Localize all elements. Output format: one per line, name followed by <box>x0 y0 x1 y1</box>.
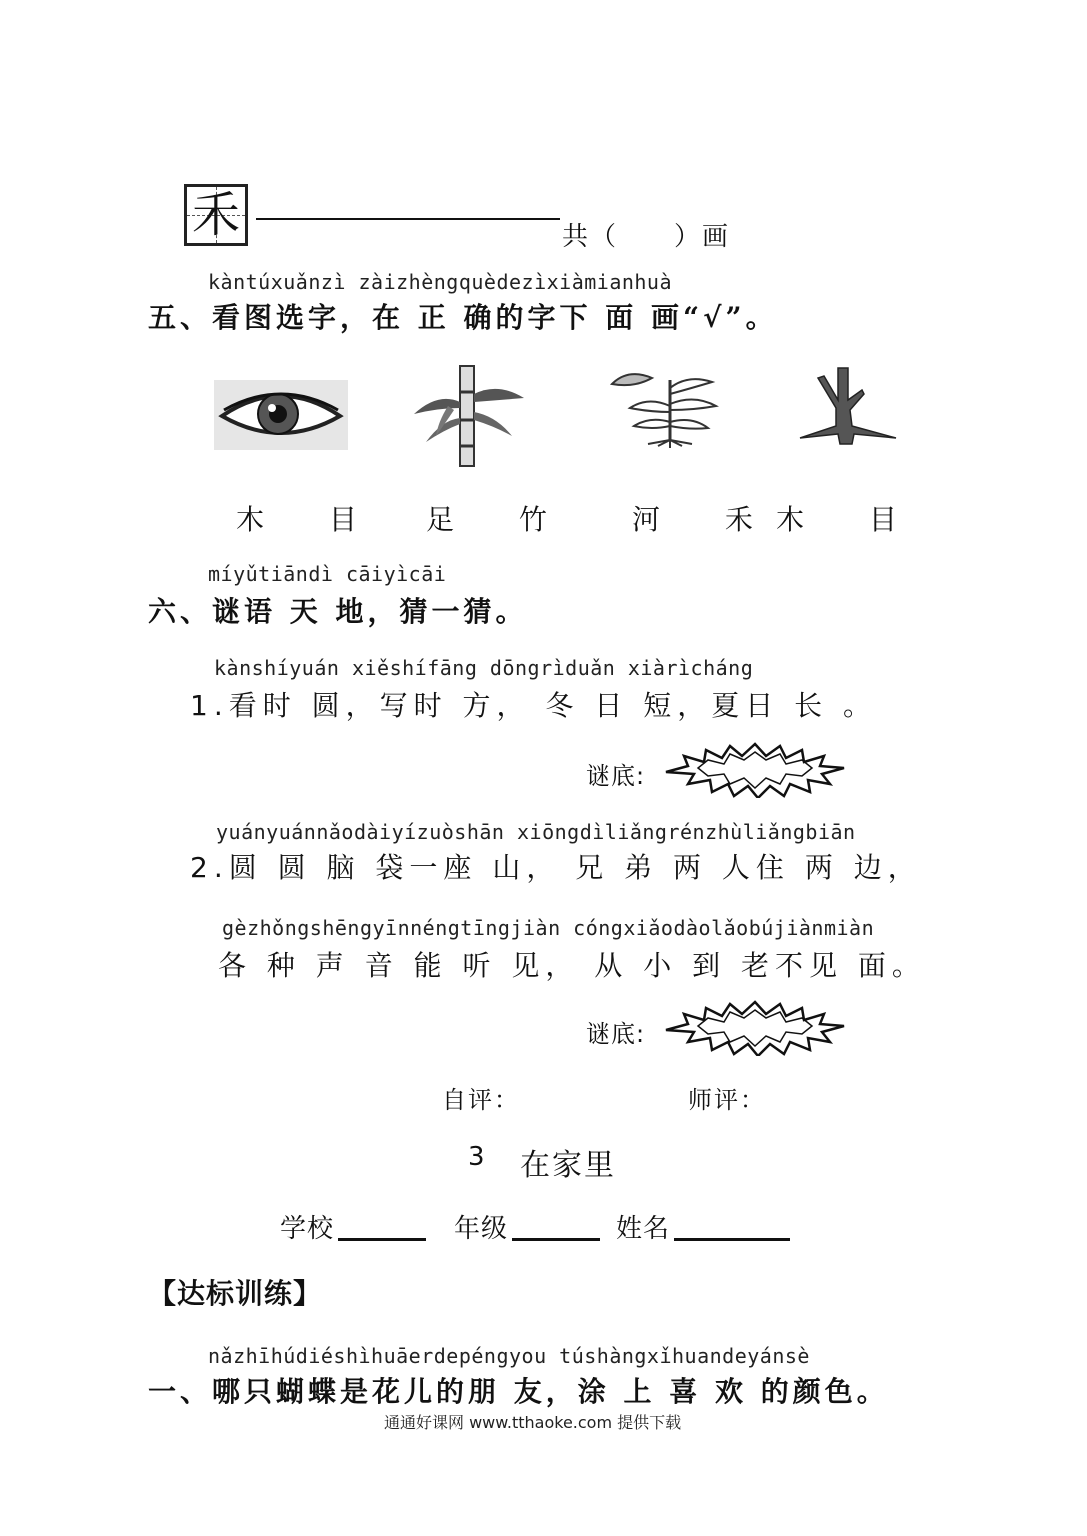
tree-stump-image <box>796 364 900 446</box>
choice-eye[interactable]: 木 目 <box>236 503 385 536</box>
riddle2-answer-burst[interactable] <box>662 1000 848 1056</box>
choice-stump[interactable]: 木 目 <box>776 503 925 536</box>
choice-bamboo[interactable]: 足 竹 <box>426 503 575 536</box>
riddle1-text: 1.看时 圆，写时 方， 冬 日 短，夏日 长 。 <box>190 689 878 722</box>
section5-title: 五、看图选字，在 正 确的字下 面 画“√”。 <box>148 301 778 334</box>
choice-seedling[interactable]: 河 禾 <box>632 503 781 536</box>
name-field[interactable] <box>674 1208 790 1241</box>
teacher-evaluation: 师评： <box>688 1086 766 1114</box>
target-character: 禾 <box>191 187 240 243</box>
training-title: 一、哪只蝴蝶是花儿的朋 友，涂 上 喜 欢 的颜色。 <box>148 1375 889 1408</box>
grade-field[interactable] <box>512 1208 600 1241</box>
lesson-number: 3 <box>468 1142 491 1172</box>
riddle2-text1: 2.圆 圆 脑 袋一座 山， 兄 弟 两 人住 两 边， <box>190 851 922 884</box>
riddle2-pinyin1: yuányuánnǎodàiyízuòshān xiōngdìliǎngrénzhùliǎngbiān <box>216 820 856 844</box>
self-evaluation: 自评： <box>442 1086 520 1114</box>
footer-text: 通通好课网 www.tthaoke.com 提供下载 <box>384 1413 682 1432</box>
name-label: 姓名 <box>616 1214 671 1244</box>
riddle2-pinyin2: gèzhǒngshēngyīnnéngtīngjiàn cóngxiǎodàolǎobújiànmiàn <box>222 916 875 940</box>
riddle2-answer-label: 谜底: <box>586 1020 646 1048</box>
character-box <box>184 184 248 246</box>
school-field[interactable] <box>338 1208 426 1241</box>
riddle1-pinyin: kànshíyuán xiěshífāng dōngrìduǎn xiàrìcháng <box>214 656 754 680</box>
training-label: 【达标训练】 <box>148 1277 323 1310</box>
answer-line[interactable] <box>256 218 560 220</box>
riddle1-answer-burst[interactable] <box>662 742 848 798</box>
bamboo-image <box>408 362 530 468</box>
section6-title: 六、谜语 天 地，猜一猜。 <box>148 595 528 628</box>
grade-label: 年级 <box>454 1214 509 1244</box>
lesson-title: 在家里 <box>520 1148 616 1183</box>
eye-image <box>214 380 348 450</box>
section5-pinyin: kàntúxuǎnzì zàizhèngquèdezìxiàmianhuà <box>208 270 673 294</box>
school-label: 学校 <box>280 1214 335 1244</box>
seedling-image <box>608 366 722 448</box>
training-pinyin: nǎzhīhúdiéshìhuāerdepéngyou túshàngxǐhuandeyánsè <box>208 1344 810 1368</box>
riddle1-answer-label: 谜底: <box>586 762 646 790</box>
stroke-count-text: 共（ ）画 <box>562 222 731 252</box>
section6-pinyin: míyǔtiāndì cāiyìcāi <box>208 562 447 586</box>
riddle2-text2: 各 种 声 音 能 听 见， 从 小 到 老不见 面。 <box>218 949 926 982</box>
